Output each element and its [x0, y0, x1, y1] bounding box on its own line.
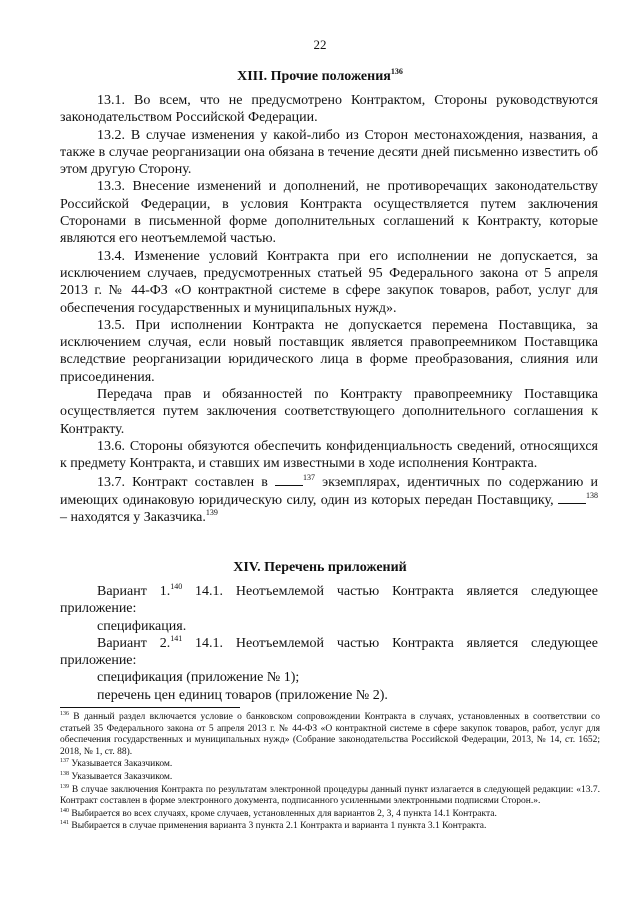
footnote-ref-136[interactable]: 136	[390, 67, 403, 76]
clause-13-1: 13.1. Во всем, что не предусмотрено Контрактом, Стороны руководствуются законодательством Российской Федерации.	[60, 93, 598, 126]
customer-copies-blank[interactable]	[558, 491, 586, 504]
section-14-title: XIV. Перечень приложений	[233, 560, 407, 575]
variant-2	[60, 635, 598, 670]
variant-2-text: 14.1. Неотъемлемой частью Контракта является следующее приложение:	[60, 635, 598, 669]
clause-13-7-part-c: – находятся у Заказчика.	[60, 510, 206, 526]
footnote-text: Указывается Заказчиком.	[69, 759, 173, 770]
section-13-title: XIII. Прочие положения	[237, 69, 391, 84]
footnote-number: 140	[60, 807, 69, 814]
page-number: 22	[313, 37, 327, 52]
clause-13-4: 13.4. Изменение условий Контракта при его исполнении не допускается, за исключением случаев, предусмотренных статьей 95 Федерального закона от 5 апреля 2013 г. № 44-ФЗ «О контрактной системе в сфере закупок товаров, работ, услуг для обеспечения государственных и муниципальных нужд».	[60, 248, 598, 316]
clause-13-6: 13.6. Стороны обязуются обеспечить конфиденциальность сведений, относящихся к предмету Контракта, и ставших им известными в ходе исполнения Контракта.	[60, 438, 598, 472]
footnote-ref-140[interactable]: 140	[170, 582, 183, 591]
variant-1-label: Вариант 1.	[97, 584, 171, 599]
footnote-ref-138[interactable]: 138	[586, 490, 598, 500]
footnote-number: 138	[60, 770, 69, 777]
clause-13-7	[60, 473, 598, 527]
footnote-138	[60, 772, 600, 784]
variant-1-item: спецификация.	[97, 618, 187, 634]
variant-2-label: Вариант 2.	[97, 635, 171, 651]
footnote-text: Выбирается в случае применения варианта 3 пункта 2.1 Контракта и варианта 1 пункта 3.1 Контракта.	[69, 821, 487, 832]
section-14-heading	[0, 560, 640, 576]
footnote-number: 141	[60, 820, 69, 827]
clause-13-5-transfer: Передача прав и обязанностей по Контракту правопреемнику Поставщика осуществляется путем заключения соответствующего дополнительного соглашения к Контракту.	[60, 387, 598, 437]
footnote-number: 137	[60, 758, 69, 765]
footnote-ref-137[interactable]: 137	[303, 472, 316, 482]
clause-13-2: 13.2. В случае изменения у какой-либо из Сторон местонахождения, названия, а также в случае реорганизации она обязана в течение десяти дней письменно известить об этом другую Сторону.	[60, 127, 598, 178]
footnote-140	[60, 809, 600, 821]
footnote-number: 139	[60, 783, 69, 790]
variant-2-item-1: спецификация (приложение № 1);	[97, 670, 300, 686]
footnotes	[60, 712, 600, 834]
footnote-text: В случае заключения Контракта по результатам электронной процедуры данный пункт излагается в следующей редакции: «13.7. Контракт составлен в форме электронного документа, подписанного усиленными электронными подписями Сторон.».	[60, 784, 600, 807]
section-14-body	[60, 583, 598, 704]
clause-13-5: 13.5. При исполнении Контракта не допускается перемена Поставщика, за исключением случая, если новый поставщик является правопреемником Поставщика вследствие реорганизации юридического лица в форме преобразования, слияния или присоединения.	[60, 317, 598, 385]
footnote-text: В данный раздел включается условие о банковском сопровождении Контракта в случаях, установленных в соответствии со статьей 35 Федерального закона от 5 апреля 2013 г. № 44-ФЗ «О контрактной системе в сфере закупок товаров, работ, услуг для обеспечения государственных и муниципальных нужд» (Собрание законодательства Российской Федерации, 2013, № 14, ст. 1652; 2018, № 1, ст. 88).	[60, 712, 600, 757]
footnote-text: Указывается Заказчиком.	[69, 771, 173, 782]
footnote-text: Выбирается во всех случаях, кроме случаев, установленных для вариантов 2, 3, 4 пункта 14.1 Контракта.	[69, 808, 497, 819]
variant-2-item-2: перечень цен единиц товаров (приложение № 2).	[97, 687, 388, 703]
clause-13-3: 13.3. Внесение изменений и дополнений, не противоречащих законодательству Российской Федерации, в условия Контракта осуществляется путем заключения Сторонами в письменной форме дополнительных соглашений к Контракту, которые являются его неотъемлемой частью.	[60, 179, 598, 247]
footnote-141	[60, 821, 600, 833]
copies-count-blank[interactable]	[275, 473, 303, 486]
clause-13-7-part-a: 13.7. Контракт составлен в	[97, 474, 276, 490]
variant-1-text: 14.1. Неотъемлемой частью Контракта является следующее приложение:	[60, 584, 598, 617]
footnote-136	[60, 712, 600, 758]
footnote-139	[60, 785, 600, 808]
clause-13-7-part-b: экземплярах, идентичных по содержанию и имеющих одинаковую юридическую силу, один из которых передан Поставщику,	[60, 474, 598, 508]
footnote-number: 136	[60, 711, 69, 717]
section-13-body	[60, 92, 598, 526]
section-13-heading	[0, 69, 640, 85]
footnote-separator	[60, 707, 240, 708]
footnote-ref-141[interactable]: 141	[170, 633, 183, 643]
footnote-137	[60, 759, 600, 771]
footnote-ref-139[interactable]: 139	[205, 508, 218, 518]
variant-1	[60, 583, 598, 618]
